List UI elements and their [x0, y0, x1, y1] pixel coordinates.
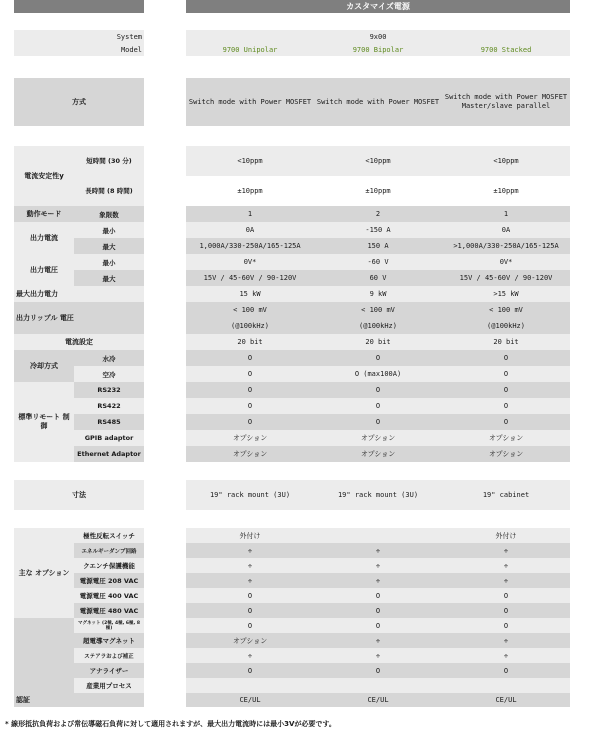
option-value: O [442, 618, 570, 633]
voltage-max-value: 15V / 45-60V / 90-120V [186, 270, 314, 286]
voltage-max-row [14, 270, 570, 286]
stability-long-value: ±10ppm [442, 176, 570, 206]
voltage-min-value: 0V* [186, 254, 314, 270]
option-value: オプション [186, 633, 314, 648]
current-setting-label: 電流設定 [14, 334, 144, 350]
ripple-value: < 100 mV [186, 302, 314, 318]
model-label: Model [14, 43, 144, 56]
max-power-value: >15 kW [442, 286, 570, 302]
option-label: 電源電圧 208 VAC [74, 573, 144, 588]
remote-value: O [186, 382, 314, 398]
model-unipolar: 9700 Unipolar [186, 43, 314, 56]
ripple-label: 出力リップル 電圧 [14, 302, 144, 334]
ripple-freq: (@100kHz) [186, 318, 314, 334]
current-min-row [14, 222, 570, 238]
option-value: ÷ [186, 573, 314, 588]
option-value: O [314, 618, 442, 633]
option-row [14, 618, 570, 633]
out-voltage-label: 出力電圧 [14, 254, 74, 286]
header-left-bar [14, 0, 144, 13]
system-label: System [14, 30, 144, 43]
method-value: Switch mode with Power MOSFET Master/slave parallel [442, 78, 570, 126]
option-label: 電源電圧 480 VAC [74, 603, 144, 618]
option-value: O [314, 663, 442, 678]
remote-value: O [314, 414, 442, 430]
voltage-min-row [14, 254, 570, 270]
option-value: O [186, 663, 314, 678]
option-label: エネルギーダンプ回路 [74, 543, 144, 558]
cooling-air-value: O (max100A) [314, 366, 442, 382]
remote-value: O [442, 414, 570, 430]
option-label: 極性反転スイッチ [74, 528, 144, 543]
current-setting-value: 20 bit [314, 334, 442, 350]
option-value: 外付け [442, 528, 570, 543]
spec-table [14, 30, 570, 707]
option-value: O [314, 603, 442, 618]
mode-value: 1 [442, 206, 570, 222]
option-label: ステアラおよび補正 [74, 648, 144, 663]
option-value: ÷ [314, 573, 442, 588]
remote-value: オプション [442, 446, 570, 462]
voltage-max-value: 60 V [314, 270, 442, 286]
stability-short-value: <10ppm [186, 146, 314, 176]
remote-value: O [314, 398, 442, 414]
option-row [14, 588, 570, 603]
option-label: 電源電圧 400 VAC [74, 588, 144, 603]
cooling-label: 冷却方式 [14, 350, 74, 382]
option-row [14, 543, 570, 558]
option-value [442, 678, 570, 693]
option-value: ÷ [314, 558, 442, 573]
option-value: ÷ [314, 543, 442, 558]
option-value: O [314, 588, 442, 603]
remote-item-label: RS422 [74, 398, 144, 414]
current-setting-row [14, 334, 570, 350]
option-value: O [442, 603, 570, 618]
option-row [14, 663, 570, 678]
max-power-label: 最大出力電力 [14, 286, 144, 302]
remote-item-label: RS232 [74, 382, 144, 398]
option-row [14, 573, 570, 588]
stability-short-value: <10ppm [442, 146, 570, 176]
dimensions-value: 19" rack mount (3U) [314, 480, 442, 510]
current-max-label: 最大 [74, 238, 144, 254]
max-power-row [14, 286, 570, 302]
option-value: ÷ [186, 558, 314, 573]
ripple-freq: (@100kHz) [442, 318, 570, 334]
dimensions-row [14, 480, 570, 510]
remote-item-label: RS485 [74, 414, 144, 430]
cert-row [14, 693, 570, 707]
current-min-value: -150 A [314, 222, 442, 238]
option-label: アナライザー [74, 663, 144, 678]
dimensions-value: 19" rack mount (3U) [186, 480, 314, 510]
option-value: ÷ [186, 648, 314, 663]
method-value: Switch mode with Power MOSFET [186, 78, 314, 126]
voltage-min-label: 最小 [74, 254, 144, 270]
mode-value: 2 [314, 206, 442, 222]
mode-row [14, 206, 570, 222]
remote-row [14, 446, 570, 462]
cert-value: CE/UL [186, 693, 314, 707]
stability-long-label: 長時間 (8 時間) [74, 176, 144, 206]
footnote: * 線形抵抗負荷および常伝導磁石負荷に対して適用されますが、最大出力電流時には最小3Vが必要です。 [5, 720, 336, 728]
cooling-water-value: O [186, 350, 314, 366]
option-row [14, 558, 570, 573]
cooling-air-value: O [186, 366, 314, 382]
option-label: 超電導マグネット [74, 633, 144, 648]
voltage-max-value: 15V / 45-60V / 90-120V [442, 270, 570, 286]
option-value: ÷ [186, 543, 314, 558]
option-value [186, 678, 314, 693]
stability-short-value: <10ppm [314, 146, 442, 176]
option-value: ÷ [314, 648, 442, 663]
cert-value: CE/UL [314, 693, 442, 707]
voltage-min-value: 0V* [442, 254, 570, 270]
cooling-water-value: O [314, 350, 442, 366]
option-row [14, 528, 570, 543]
option-row [14, 678, 570, 693]
ripple-freq: (@100kHz) [314, 318, 442, 334]
stability-short-row [14, 146, 570, 176]
option-value: 外付け [186, 528, 314, 543]
option-value: O [442, 588, 570, 603]
ripple-value: < 100 mV [314, 302, 442, 318]
max-power-value: 15 kW [186, 286, 314, 302]
cooling-air-row [14, 366, 570, 382]
remote-label: 標準リモート 制御 [14, 382, 74, 462]
current-setting-value: 20 bit [442, 334, 570, 350]
option-value: O [186, 603, 314, 618]
option-value: ÷ [442, 543, 570, 558]
model-bipolar: 9700 Bipolar [314, 43, 442, 56]
option-label: クエンチ保護機能 [74, 558, 144, 573]
current-max-value: 150 A [314, 238, 442, 254]
system-value: 9x00 [186, 30, 570, 43]
system-row [14, 30, 570, 43]
remote-row [14, 398, 570, 414]
current-setting-value: 20 bit [186, 334, 314, 350]
cooling-water-row [14, 350, 570, 366]
option-value: ÷ [314, 633, 442, 648]
current-min-label: 最小 [74, 222, 144, 238]
header-title: カスタマイズ電源 [186, 0, 570, 13]
current-min-value: 0A [186, 222, 314, 238]
method-label: 方式 [14, 78, 144, 126]
remote-value: O [442, 398, 570, 414]
cooling-air-value: O [442, 366, 570, 382]
method-row [14, 78, 570, 126]
cert-value: CE/UL [442, 693, 570, 707]
model-row [14, 43, 570, 56]
remote-value: オプション [314, 446, 442, 462]
mode-value: 1 [186, 206, 314, 222]
option-value [314, 678, 442, 693]
method-value: Switch mode with Power MOSFET [314, 78, 442, 126]
ripple-value: < 100 mV [442, 302, 570, 318]
current-max-value: >1,000A/330-250A/165-125A [442, 238, 570, 254]
stability-long-value: ±10ppm [314, 176, 442, 206]
option-value: ÷ [442, 648, 570, 663]
mode-sub-label: 象限数 [74, 206, 144, 222]
option-value: ÷ [442, 558, 570, 573]
option-row [14, 603, 570, 618]
option-value: O [186, 588, 314, 603]
option-value: ÷ [442, 633, 570, 648]
option-row [14, 648, 570, 663]
remote-row [14, 430, 570, 446]
cooling-water-value: O [442, 350, 570, 366]
option-value: O [186, 618, 314, 633]
current-min-value: 0A [442, 222, 570, 238]
max-power-value: 9 kW [314, 286, 442, 302]
cooling-water-label: 水冷 [74, 350, 144, 366]
cooling-air-label: 空冷 [74, 366, 144, 382]
voltage-min-value: -60 V [314, 254, 442, 270]
stability-label: 電流安定性y [14, 146, 74, 206]
dimensions-value: 19" cabinet [442, 480, 570, 510]
option-label: 産業用プロセス [74, 678, 144, 693]
model-stacked: 9700 Stacked [442, 43, 570, 56]
option-value: O [442, 663, 570, 678]
option-value: ÷ [442, 573, 570, 588]
mode-label: 動作モード [14, 206, 74, 222]
out-current-label: 出力電流 [14, 222, 74, 254]
stability-short-label: 短時間 (30 分) [74, 146, 144, 176]
current-max-value: 1,000A/330-250A/165-125A [186, 238, 314, 254]
voltage-max-label: 最大 [74, 270, 144, 286]
cert-label: 認証 [14, 693, 144, 707]
option-row [14, 633, 570, 648]
remote-value: オプション [314, 430, 442, 446]
stability-long-value: ±10ppm [186, 176, 314, 206]
ripple-row-1 [14, 302, 570, 318]
dimensions-label: 寸法 [14, 480, 144, 510]
remote-value: オプション [186, 430, 314, 446]
remote-value: O [186, 398, 314, 414]
remote-value: O [186, 414, 314, 430]
remote-value: O [442, 382, 570, 398]
remote-value: オプション [442, 430, 570, 446]
current-max-row [14, 238, 570, 254]
remote-row [14, 414, 570, 430]
option-value [314, 528, 442, 543]
remote-item-label: Ethernet Adaptor [74, 446, 144, 462]
option-label: マグネット (2極, 4極, 6極, 8 極) [74, 618, 144, 633]
options-label: 主な オプション [14, 528, 74, 618]
remote-item-label: GPIB adaptor [74, 430, 144, 446]
remote-value: オプション [186, 446, 314, 462]
remote-value: O [314, 382, 442, 398]
stability-long-row [14, 176, 570, 206]
remote-row [14, 382, 570, 398]
